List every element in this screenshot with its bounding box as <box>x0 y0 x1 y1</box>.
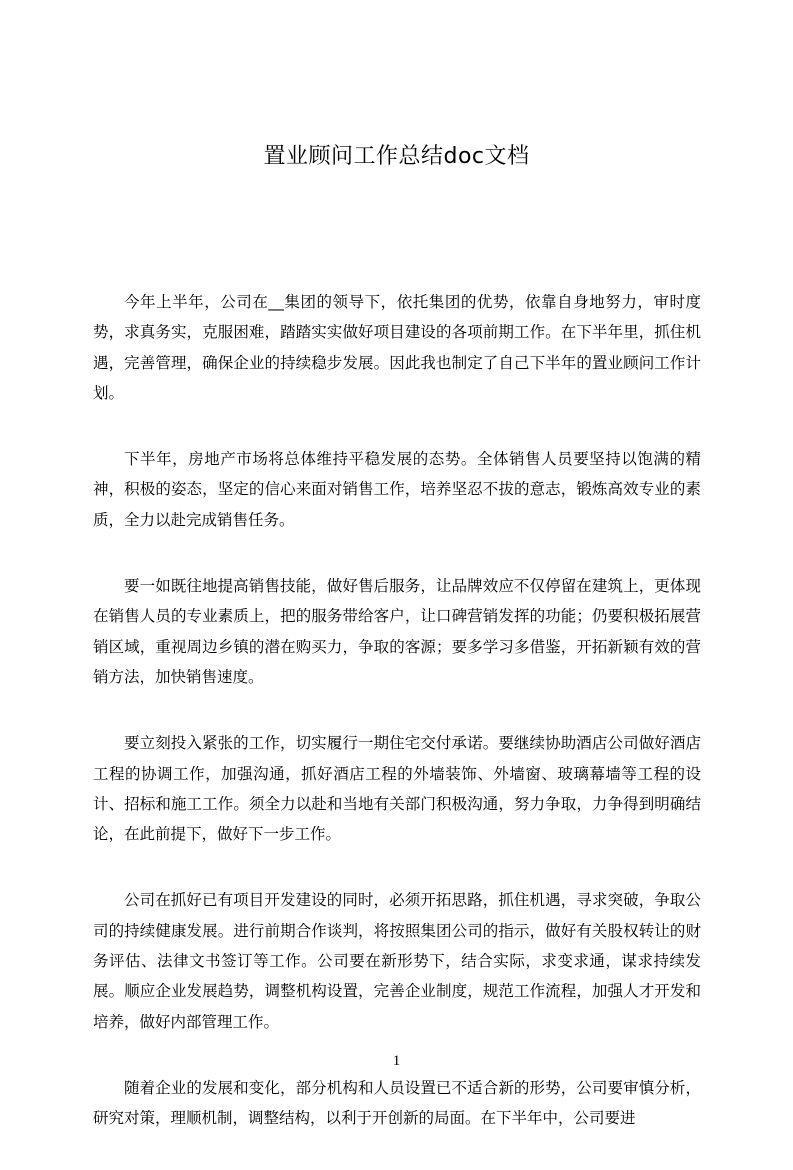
document-title: 置业顾问工作总结doc文档 <box>263 144 530 169</box>
paragraph-6: 随着企业的发展和变化，部分机构和人员设置已不适合新的形势，公司要审慎分析，研究对策，理顺机制，调整结构，以利于开创新的局面。在下半年中，公司要进 <box>93 1078 701 1128</box>
paragraph-2: 下半年，房地产市场将总体维持平稳发展的态势。全体销售人员要坚持以饱满的精神，积极的姿态，坚定的信心来面对销售工作，培养坚忍不拔的意志，锻炼高效专业的素质，全力以赴完成销售任务。 <box>93 450 701 529</box>
paragraph-1: 今年上半年，公司在__集团的领导下，依托集团的优势，依靠自身地努力，审时度势，求真务实，克服困难，踏踏实实做好项目建设的各项前期工作。在下半年里，抓住机遇，完善管理，确保企业的持续稳步发展。因此我也制定了自己下半年的置业顾问工作计划。 <box>93 293 701 402</box>
document-body <box>93 287 701 1170</box>
page-number: 1 <box>392 1053 401 1069</box>
paragraph-4: 要立刻投入紧张的工作，切实履行一期住宅交付承诺。要继续协助酒店公司做好酒店工程的协调工作，加强沟通，抓好酒店工程的外墙装饰、外墙窗、玻璃幕墙等工程的设计、招标和施工工作。须全力以赴和当地有关部门积极沟通，努力争取，力争得到明确结论，在此前提下，做好下一步工作。 <box>93 734 701 844</box>
paragraph-3: 要一如既往地提高销售技能，做好售后服务，让品牌效应不仅停留在建筑上，更体现在销售人员的专业素质上，把的服务带给客户，让口碑营销发挥的功能；仍要积极拓展营销区域，重视周边乡镇的潜在购买力，争取的客源；要多学习多借鉴，开拓新颖有效的营销方法，加快销售速度。 <box>93 577 701 686</box>
paragraph-5: 公司在抓好已有项目开发建设的同时，必须开拓思路，抓住机遇，寻求突破，争取公司的持续健康发展。进行前期合作谈判，将按照集团公司的指示，做好有关股权转让的财务评估、法律文书签订等工作。公司要在新形势下，结合实际，求变求通，谋求持续发展。顺应企业发展趋势，调整机构设置，完善企业制度，规范工作流程，加强人才开发和培养，做好内部管理工作。 <box>93 891 701 1031</box>
